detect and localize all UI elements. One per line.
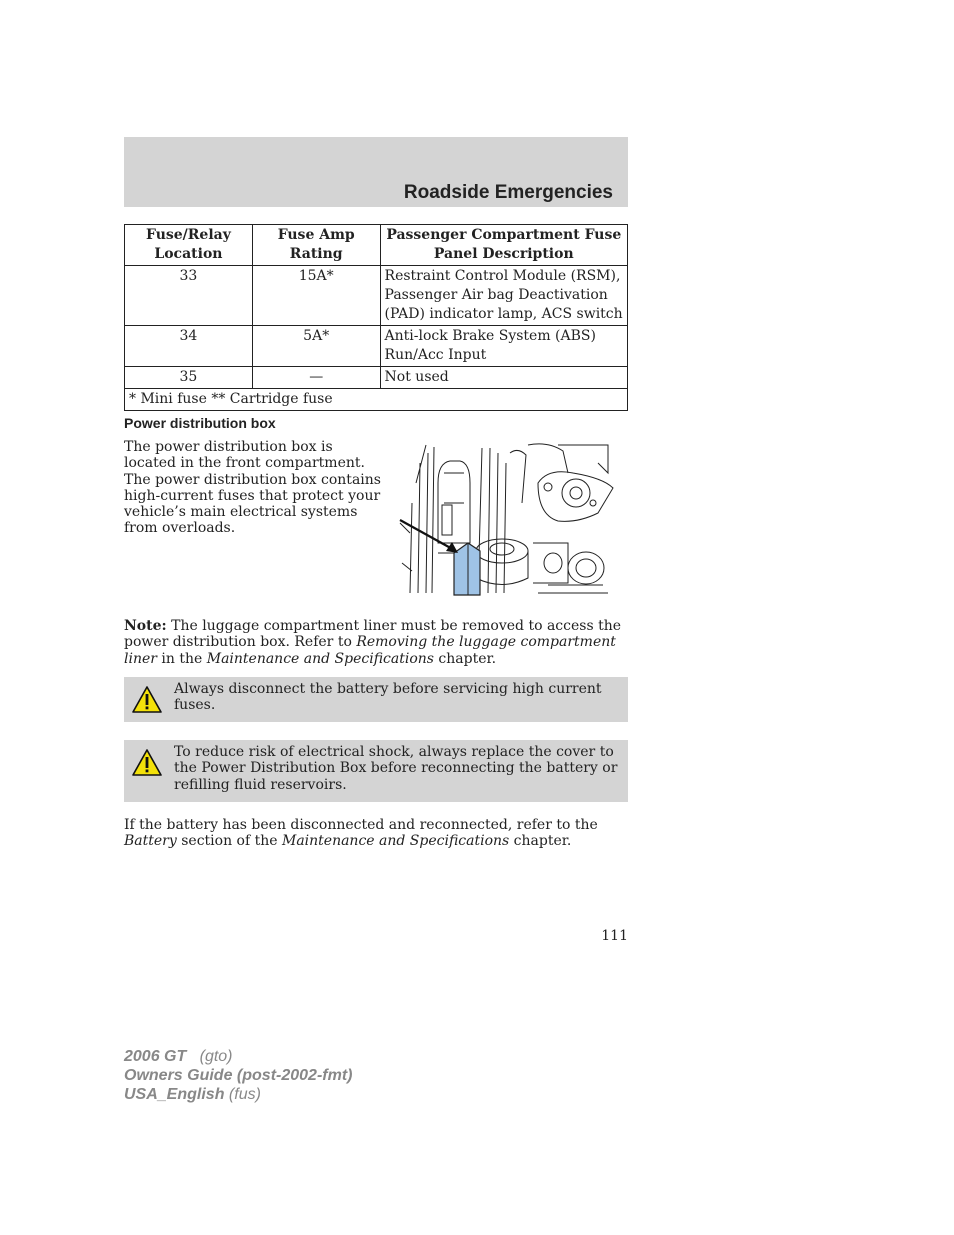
outro-text: If the battery has been disconnected and reconnected, refer to the: [124, 817, 598, 833]
warning-triangle-icon: [131, 748, 163, 778]
fuse-location: 33: [125, 266, 253, 326]
note-label: Note:: [124, 618, 167, 634]
note-text: chapter.: [433, 650, 497, 667]
table-header-row: [125, 225, 628, 266]
warning-triangle-icon: [131, 685, 163, 715]
battery-section-reference: Battery: [124, 833, 177, 850]
fuse-location: 34: [125, 326, 253, 367]
warning-box: [124, 677, 628, 722]
page-number: 111: [601, 928, 628, 944]
table-row: [125, 367, 628, 389]
column-header-rating: Fuse Amp Rating: [252, 225, 380, 266]
column-header-location: Fuse/Relay Location: [125, 225, 253, 266]
fuse-rating: 15A*: [252, 266, 380, 326]
table-row: [125, 326, 628, 367]
footer-model-code: (gto): [199, 1048, 233, 1065]
outro-text: chapter.: [509, 833, 572, 850]
fuse-location: 35: [125, 367, 253, 389]
footer-language-code: (fus): [228, 1086, 261, 1103]
note-text: in the: [156, 650, 207, 667]
note-reference-chapter: Maintenance and Specifications: [206, 650, 434, 667]
note-text: The luggage compartment liner must be removed to access the power distribution box. Refer to: [124, 618, 622, 651]
warning-text: Always disconnect the battery before servicing high current fuses.: [174, 681, 602, 714]
table-footnote: * Mini fuse ** Cartridge fuse: [125, 389, 628, 411]
intro-paragraph: The power distribution box is located in the front compartment. The power distribution box contains high-current fuses that protect your vehicle’s main electrical systems from overloads.: [124, 439, 381, 537]
footer-line-3: [124, 1085, 352, 1104]
footer-model: 2006 GT: [124, 1048, 187, 1065]
footer-guide-title: Owners Guide (post-2002-fmt): [124, 1067, 353, 1084]
section-header-band: [124, 137, 628, 207]
note-reference-title: Removing the luggage compartment liner: [124, 634, 616, 667]
footer-line-1: [124, 1047, 352, 1066]
warning-text: To reduce risk of electrical shock, always replace the cover to the Power Distribution Box before reconnecting the battery or refilling fluid reservoirs.: [174, 744, 618, 793]
fuse-description: Anti-lock Brake System (ABS) Run/Acc Input: [380, 326, 627, 367]
power-distribution-box-illustration: [398, 443, 620, 599]
warning-box: [124, 740, 628, 802]
fuse-description: Restraint Control Module (RSM), Passenger Air bag Deactivation (PAD) indicator lamp, ACS switch: [380, 266, 627, 326]
fuse-rating: —: [252, 367, 380, 389]
fuse-description: Not used: [380, 367, 627, 389]
chapter-reference: Maintenance and Specifications: [281, 833, 510, 850]
note-paragraph: [124, 618, 628, 667]
column-header-description: Passenger Compartment Fuse Panel Description: [380, 225, 627, 266]
fuse-table: [124, 224, 628, 411]
outro-text: section of the: [176, 833, 282, 850]
table-row: [125, 266, 628, 326]
document-footer: [124, 1047, 352, 1104]
footer-language: USA_English: [124, 1086, 225, 1103]
battery-reference-paragraph: [124, 817, 628, 850]
section-title: Roadside Emergencies: [403, 182, 613, 203]
table-footnote-row: [125, 389, 628, 411]
fuse-rating: 5A*: [252, 326, 380, 367]
section-heading: Power distribution box: [124, 415, 276, 431]
